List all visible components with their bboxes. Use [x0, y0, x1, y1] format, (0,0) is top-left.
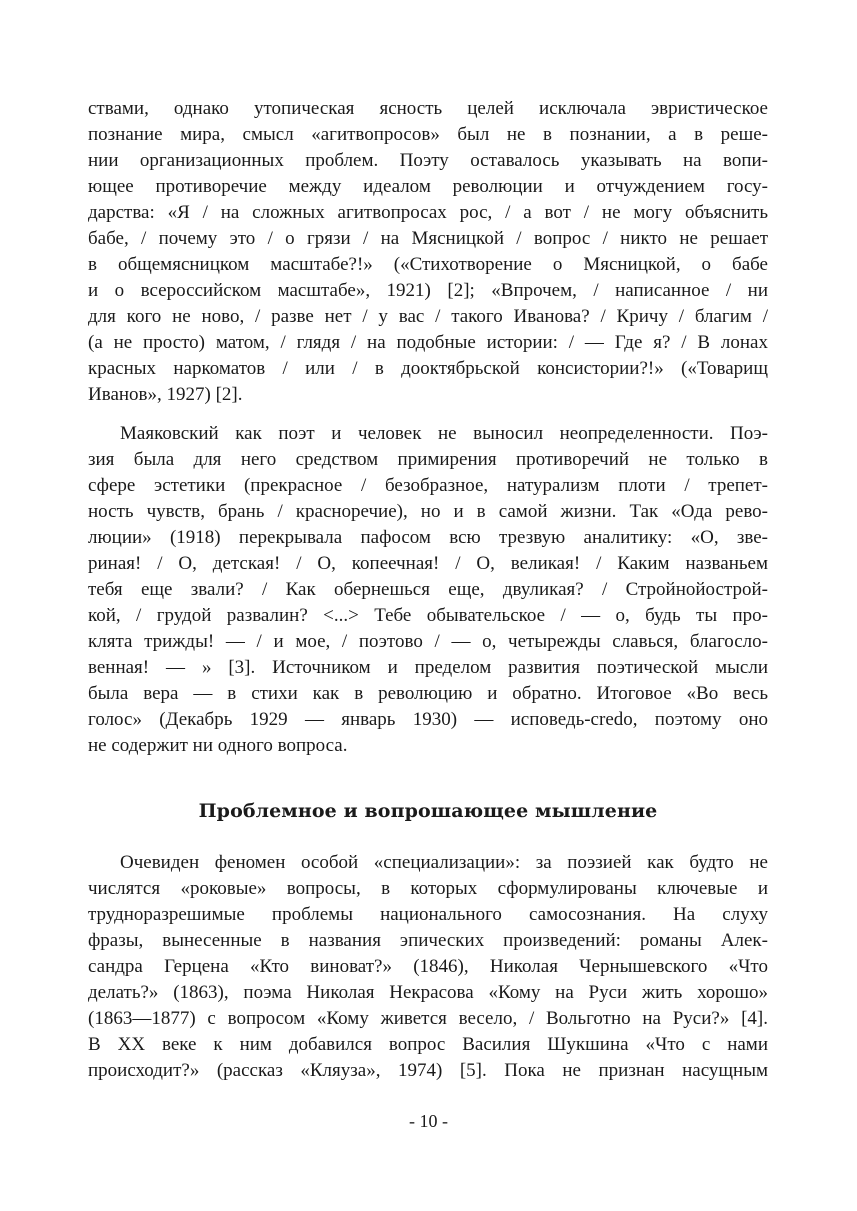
paragraph-line: люции» (1918) перекрывала пафосом всю трезвую аналитику: «О, зве-	[88, 527, 768, 548]
paragraph-line: бабе, / почему это / о грязи / на Мясницкой / вопрос / никто не решает	[88, 228, 768, 249]
section-heading: Проблемное и вопрошающее мышление	[198, 800, 658, 822]
paragraph-line: кой, / грудой развалин? <...> Тебе обывательское / — о, будь ты про-	[88, 605, 768, 626]
paragraph-line: числятся «роковые» вопросы, в которых сформулированы ключевые и	[88, 878, 768, 899]
paragraph-line: Маяковский как поэт и человек не выносил неопределенности. Поэ-	[120, 423, 768, 444]
page-number: - 10 -	[409, 1111, 448, 1131]
paragraph-line: трудноразрешимые проблемы национального самосознания. На слуху	[88, 904, 768, 925]
paragraph-2	[88, 421, 768, 759]
paragraph-line: и о всероссийском масштабе», 1921) [2]; «Впрочем, / написанное / ни	[88, 280, 768, 301]
paragraph-line: ющее противоречие между идеалом революции и отчуждением госу-	[88, 176, 768, 197]
paragraph-line: сандра Герцена «Кто виноват?» (1846), Николая Чернышевского «Что	[88, 956, 768, 977]
paragraph-line: фразы, вынесенные в названия эпических произведений: романы Алек-	[88, 930, 768, 951]
paragraph-1	[88, 96, 768, 408]
paragraph-line: риная! / О, детская! / О, копеечная! / О, великая! / Каким названьем	[88, 553, 768, 574]
paragraph-line: зия была для него средством примирения противоречий не только в	[88, 449, 768, 470]
paragraph-line: В XX веке к ним добавился вопрос Василия Шукшина «Что с нами	[88, 1034, 768, 1055]
paragraph-line: Иванов», 1927) [2].	[88, 384, 243, 405]
paragraph-line: красных наркоматов / или / в дооктябрьской консистории?!» («Товарищ	[88, 358, 768, 379]
paragraph-line: венная! — » [3]. Источником и пределом развития поэтической мысли	[88, 657, 768, 678]
paragraph-line: в общемясницком масштабе?!» («Стихотворение о Мясницкой, о бабе	[88, 254, 768, 275]
paragraph-line: происходит?» (рассказ «Кляуза», 1974) [5]. Пока не признан насущным	[88, 1060, 768, 1081]
paragraph-line: сфере эстетики (прекрасное / безобразное, натурализм плоти / трепет-	[88, 475, 768, 496]
paragraph-line: (а не просто) матом, / глядя / на подобные истории: / — Где я? / В лонах	[88, 332, 768, 353]
paragraph-3	[88, 850, 768, 1084]
paragraph-line: ность чувств, брань / красноречие), но и в самой жизни. Так «Ода рево-	[88, 501, 768, 522]
paragraph-line: дарства: «Я / на сложных агитвопросах рос, / а вот / не могу объяснить	[88, 202, 768, 223]
paragraph-line: клята трижды! — / и мое, / поэтово / — о, четырежды славься, благосло-	[88, 631, 768, 652]
paragraph-line: нии организационных проблем. Поэту оставалось указывать на вопи-	[88, 150, 768, 171]
paragraph-line: ствами, однако утопическая ясность целей исключала эвристическое	[88, 98, 768, 119]
paragraph-line: (1863—1877) с вопросом «Кому живется весело, / Вольготно на Руси?» [4].	[88, 1008, 768, 1029]
paragraph-line: делать?» (1863), поэма Николая Некрасова «Кому на Руси жить хорошо»	[88, 982, 768, 1003]
paragraph-line: познание мира, смысл «агитвопросов» был не в познании, а в реше-	[88, 124, 768, 145]
paragraph-line: для кого не ново, / разве нет / у вас / такого Иванова? / Кричу / благим /	[88, 306, 768, 327]
paragraph-line: тебя еще звали? / Как обернешься еще, двуликая? / Стройнойострой-	[88, 579, 768, 600]
paragraph-line: была вера — в стихи как в революцию и обратно. Итоговое «Во весь	[88, 683, 768, 704]
paragraph-line: Очевиден феномен особой «специализации»: за поэзией как будто не	[120, 852, 768, 873]
paragraph-line: голос» (Декабрь 1929 — январь 1930) — исповедь-credo, поэтому оно	[88, 709, 768, 730]
paragraph-line: не содержит ни одного вопроса.	[88, 735, 348, 756]
